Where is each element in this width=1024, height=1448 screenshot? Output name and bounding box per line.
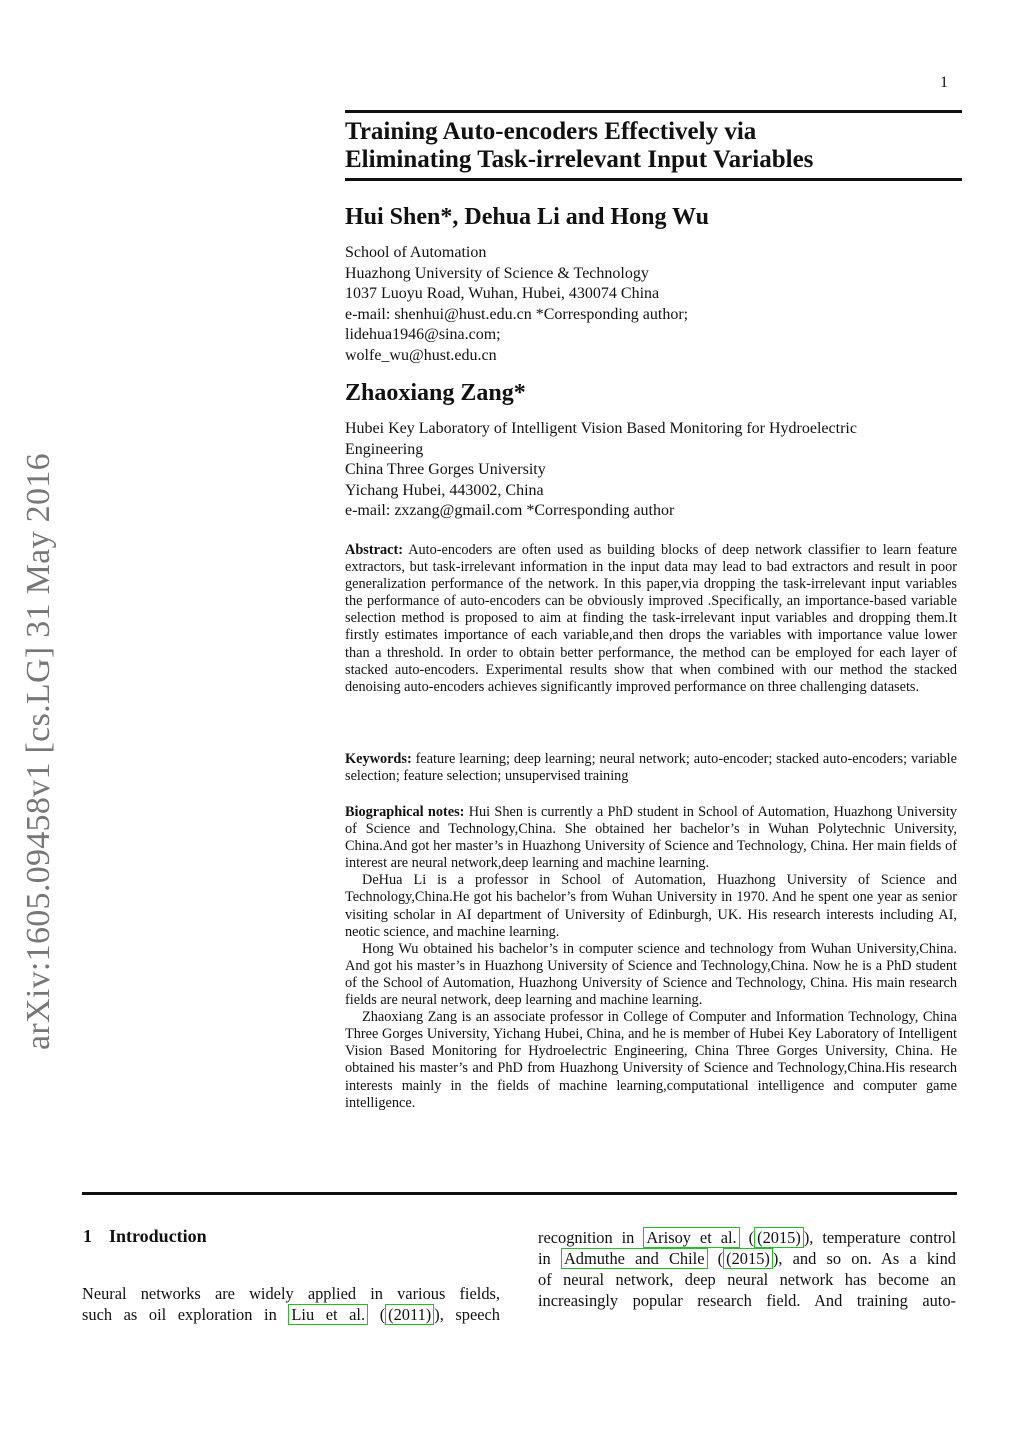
affiliation-line: lidehua1946@sina.com; xyxy=(345,326,501,343)
bio-paragraph: DeHua Li is a professor in School of Automation, Huazhong University of Science and Technology,China.He got his bachelor’s from Wuhan University in 1970. And he spent one year as senior visiting scholar in AI department of University of Edinburgh, UK. His research interests including AI, neotic science, and machine learning. xyxy=(345,872,957,940)
bio-paragraph: Hui Shen is currently a PhD student in School of Automation, Huazhong University of Science and Technology,China. She obtained her bachelor’s in Wuhan Polytechnic University, China.And got her master’s in Huazhong University of Science and Technology, China. Her main fields of interest are neural network,deep learning and machine learning. xyxy=(345,804,957,872)
title-line-2: Eliminating Task-irrelevant Input Variables xyxy=(345,146,814,173)
affiliation-line: Engineering xyxy=(345,440,424,458)
title-top-rule xyxy=(345,110,962,113)
abstract-text: Auto-encoders are often used as building blocks of deep network classifier to learn feature extractors, but task-irrelevant information in the input data may lead to bad extractors and result in poor generalization performance of the network. In this paper,via dropping the task-irrelevant input variables the performance of auto-encoders can be obviously improved .Specifically, an importance-based variable selection method is proposed to aim at finding the task-irrelevant input variables and dropping them.It firstly estimates importance of each variable,and then drops the variables with importance value lower than a threshold. In order to obtain better performance, the method can be employed for each layer of stacked auto-encoders. Experimental results show that when combined with our method the stacked denoising auto-encoders achieves significantly improved performance on three challenging datasets. xyxy=(345,542,957,695)
intro-right-column xyxy=(538,1227,956,1311)
biographical-notes xyxy=(345,804,957,1112)
intro-left-column xyxy=(82,1283,500,1325)
section-divider xyxy=(82,1192,957,1195)
affiliation-primary xyxy=(345,243,688,366)
page-number: 1 xyxy=(940,74,948,91)
affiliation-line: e-mail: zxzang@gmail.com *Corresponding author xyxy=(345,502,675,519)
text-line: such as oil exploration in Liu et al. ( (2011) ), speech xyxy=(82,1305,501,1324)
keywords-label: Keywords: xyxy=(345,751,412,767)
text-line: of neural network, deep neural network has become an xyxy=(538,1270,956,1289)
bio-paragraph: Hong Wu obtained his bachelor’s in computer science and technology from Wuhan University,China. And got his master’s in Huazhong University of Science and Technology,China. Now he is a PhD student of the School of Automation, Huazhong University of Science and Technology, China. His main research fields are neural network, deep learning and machine learning. xyxy=(345,940,957,1009)
affiliation-line: Hubei Key Laboratory of Intelligent Vision Based Monitoring for Hydroelectric xyxy=(345,420,857,437)
section-title: Introduction xyxy=(109,1226,207,1246)
affiliation-line: 1037 Luoyu Road, Wuhan, Hubei, 430074 China xyxy=(345,285,660,302)
affiliation-secondary xyxy=(345,419,857,522)
keywords xyxy=(345,751,957,785)
text-line: recognition in Arisoy et al. ( (2015) ), temperature control xyxy=(538,1228,957,1247)
affiliation-line: e-mail: shenhui@hust.edu.cn *Corresponding author; xyxy=(345,305,689,323)
arxiv-stamp: arXiv:1605.09458v1 [cs.LG] 31 May 2016 xyxy=(20,453,57,1050)
abstract-label: Abstract: xyxy=(345,542,403,558)
citation-link[interactable]: Arisoy et al. xyxy=(643,1227,739,1248)
text-line: in Admuthe and Chile ( (2015) ), and so on. As a kind xyxy=(538,1249,956,1268)
affiliation-line: School of Automation xyxy=(345,244,487,261)
affiliation-line: Huazhong University of Science & Technology xyxy=(345,264,649,282)
citation-link[interactable]: Admuthe and Chile xyxy=(561,1248,708,1269)
bio-label: Biographical notes: xyxy=(345,804,465,820)
keywords-text: feature learning; deep learning; neural network; auto-encoder; stacked auto-encoders; variable selection; feature selection; unsupervised training xyxy=(345,751,957,785)
affiliation-line: Yichang Hubei, 443002, China xyxy=(345,481,544,499)
text-line: increasingly popular research field. And training auto- xyxy=(538,1291,956,1310)
bio-paragraph: Zhaoxiang Zang is an associate professor in College of Computer and Information Technology, China Three Gorges University, Yichang Hubei, China, and he is member of Hubei Key Laboratory of Intelligent Vision Based Monitoring for Hydroelectric Engineering, China Three Gorges University, China. He obtained his master’s and PhD from Huazhong University of Science and Technology,China.His research interests mainly in the fields of machine learning,computational intelligence and computer game intelligence. xyxy=(345,1009,957,1111)
affiliation-line: China Three Gorges University xyxy=(345,461,546,478)
authors-primary: Hui Shen*, Dehua Li and Hong Wu xyxy=(345,204,709,230)
section-number: 1 xyxy=(83,1226,92,1246)
citation-year-link[interactable]: (2015) xyxy=(754,1227,804,1248)
citation-link[interactable]: Liu et al. xyxy=(288,1304,368,1325)
title-bottom-rule xyxy=(345,178,962,181)
authors-secondary: Zhaoxiang Zang* xyxy=(345,380,526,406)
citation-year-link[interactable]: (2015) xyxy=(723,1248,773,1269)
citation-year-link[interactable]: (2011) xyxy=(385,1304,434,1325)
title-line-1: Training Auto-encoders Effectively via xyxy=(345,118,757,145)
section-heading xyxy=(83,1226,207,1247)
affiliation-line: wolfe_wu@hust.edu.cn xyxy=(345,346,497,364)
paper-title xyxy=(345,118,965,174)
text-line: Neural networks are widely applied in various fields, xyxy=(82,1284,500,1303)
abstract xyxy=(345,542,957,696)
